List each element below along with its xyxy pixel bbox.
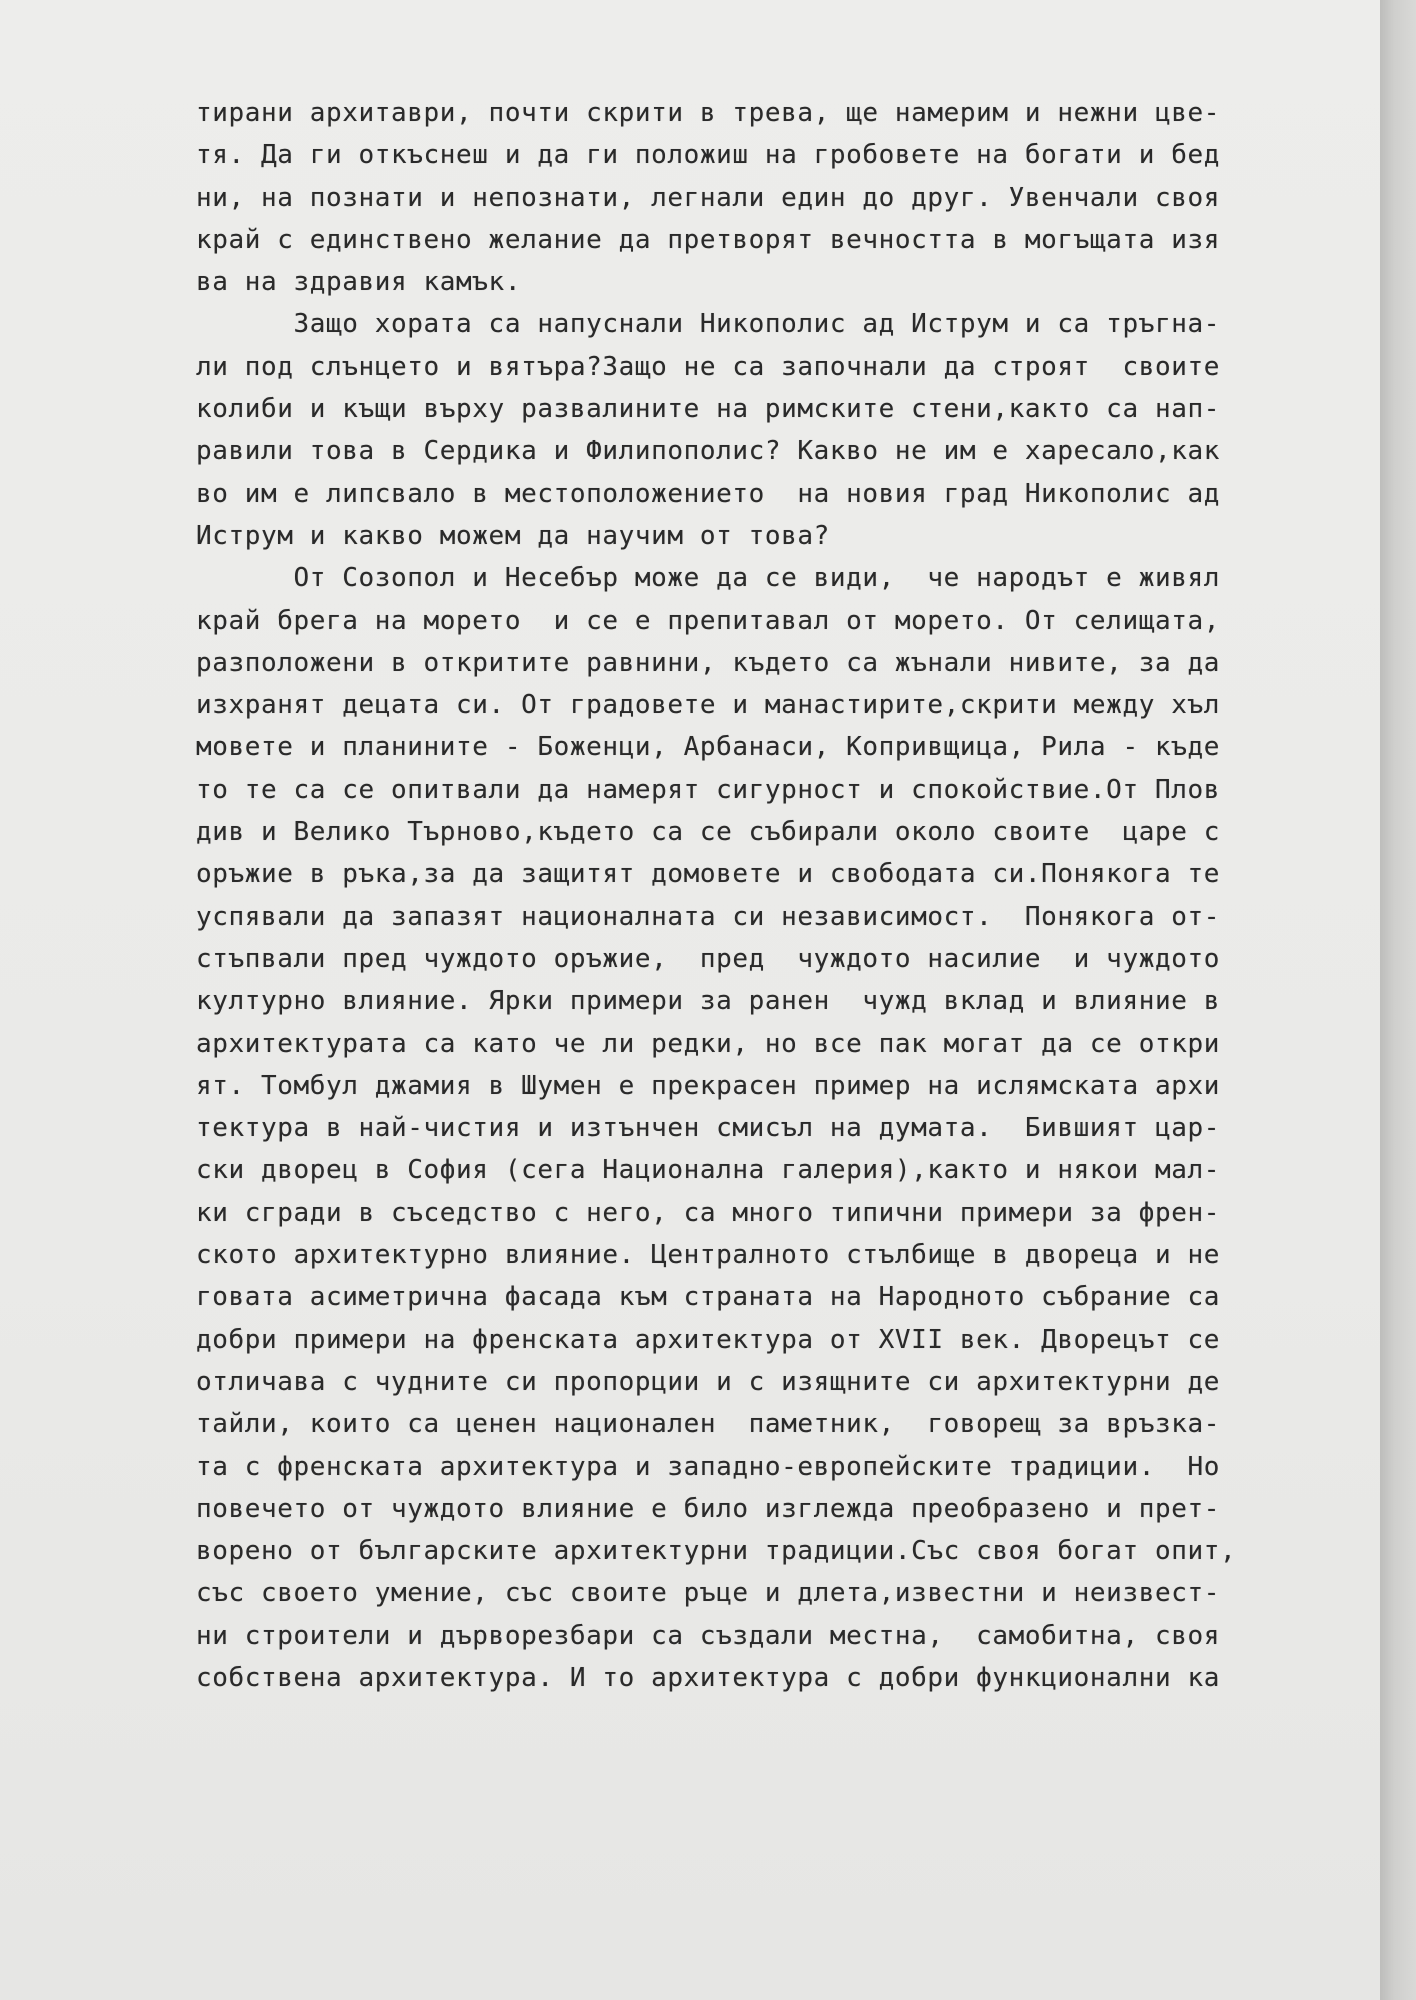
text-line: говата асиметрична фасада към страната на Народното събрание са [196, 1282, 1220, 1313]
text-line: край с единствено желание да претворят вечността в могъщата изя [196, 224, 1220, 255]
text-line: изхранят децата си. От градовете и манастирите,скрити между хъл [196, 690, 1220, 721]
text-line: ското архитектурно влияние. Централното стълбище в двореца и не [196, 1240, 1220, 1271]
text-line: ни, на познати и непознати, легнали един до друг. Увенчали своя [196, 182, 1220, 213]
text-line: ят. Томбул джамия в Шумен е прекрасен пример на ислямската архи [196, 1070, 1220, 1101]
text-line: добри примери на френската архитектура от XVII век. Дворецът се [196, 1324, 1220, 1355]
text-line: тя. Да ги откъснеш и да ги положиш на гробовете на богати и бед [196, 140, 1220, 171]
text-line: тектура в най-чистия и изтънчен смисъл на думата. Бившият цар- [196, 1113, 1220, 1144]
text-line: със своето умение, със своите ръце и длета,известни и неизвест- [196, 1578, 1220, 1609]
text-line: край брега на морето и се е препитавал от морето. От селищата, [196, 605, 1220, 636]
text-line: та с френската архитектура и западно-европейските традиции. Но [196, 1451, 1220, 1482]
text-line: ки сгради в съседство с него, са много типични примери за френ- [196, 1197, 1220, 1228]
text-line: ски дворец в София (сега Национална галерия),както и някои мал- [196, 1155, 1220, 1186]
page-edge-shadow [1380, 0, 1416, 2000]
text-line: во им е липсвало в местоположението на новия град Никополис ад [196, 478, 1220, 509]
text-line: От Созопол и Несебър може да се види, че народът е живял [196, 563, 1220, 594]
text-line: ни строители и дърворезбари са създали местна, самобитна, своя [196, 1620, 1220, 1651]
text-line: тирани архитаври, почти скрити в трева, ще намерим и нежни цве- [196, 98, 1220, 128]
text-line: стъпвали пред чуждото оръжие, пред чуждото насилие и чуждото [196, 943, 1220, 974]
text-line: ли под слънцето и вятъра?Защо не са започнали да строят своите [196, 351, 1220, 382]
text-line: Иструм и какво можем да научим от това? [196, 520, 830, 551]
text-line: архитектурата са като че ли редки, но все пак могат да се откри [196, 1028, 1220, 1059]
text-line: оръжие в ръка,за да защитят домовете и свободата си.Понякога те [196, 859, 1220, 890]
text-line: отличава с чудните си пропорции и с изящните си архитектурни де [196, 1366, 1220, 1397]
text-line: мовете и планините - Боженци, Арбанаси, Копривщица, Рила - къде [196, 732, 1220, 763]
text-line: културно влияние. Ярки примери за ранен чужд вклад и влияние в [196, 986, 1220, 1017]
text-line: тайли, които са ценен национален паметник, говорещ за връзка- [196, 1409, 1220, 1440]
text-line: то те са се опитвали да намерят сигурност и спокойствие.От Плов [196, 774, 1220, 805]
text-line: колиби и къщи върху развалините на римските стени,както са нап- [196, 394, 1220, 425]
text-line: Защо хората са напуснали Никополис ад Иструм и са тръгна- [196, 309, 1220, 340]
text-line: собствена архитектура. И то архитектура с добри функционални ка [196, 1662, 1220, 1693]
text-line: повечето от чуждото влияние е било изглежда преобразено и прет- [196, 1493, 1220, 1524]
text-line: див и Велико Търново,където са се събирали около своите царе с [196, 817, 1220, 848]
text-line: ворено от българските архитектурни традиции.Със своя богат опит, [196, 1536, 1237, 1567]
typewritten-text [196, 92, 1256, 1699]
text-line: равили това в Сердика и Филипополис? Какво не им е харесало,как [196, 436, 1220, 467]
text-line: ва на здравия камък. [196, 267, 522, 298]
text-line: разположени в откритите равнини, където са жънали нивите, за да [196, 647, 1220, 678]
text-line: успявали да запазят националната си независимост. Понякога от- [196, 901, 1220, 932]
